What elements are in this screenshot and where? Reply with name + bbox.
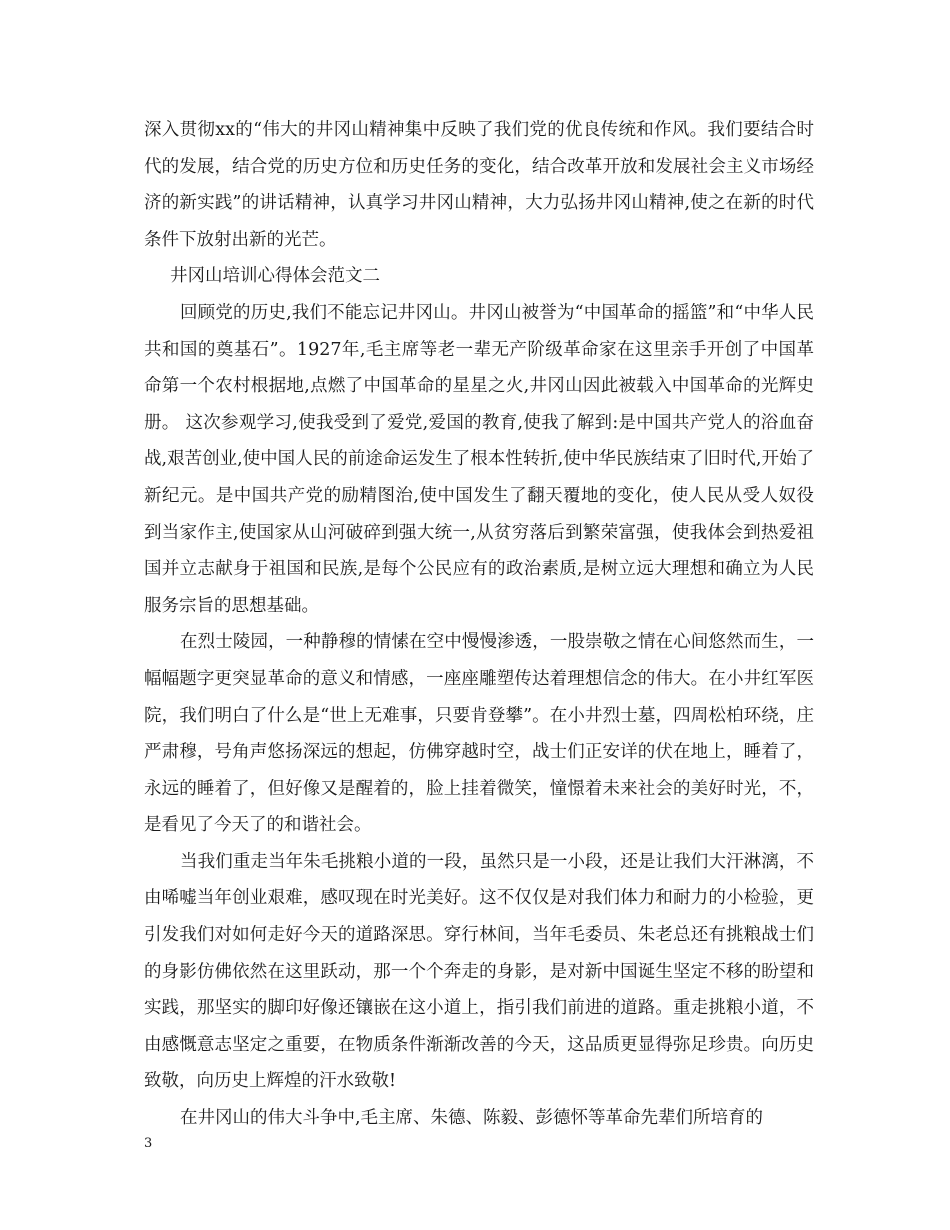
- paragraph: 回顾党的历史,我们不能忘记井冈山。井冈山被誉为“中国革命的摇篮”和“中华人民共和国的奠基石”。1927年,毛主席等老一辈无产阶级革命家在这里亲手开创了中国革命第一个农村根据地,点燃了中国革命的星星之火,井冈山因此被载入中国革命的光辉史册。 这次参观学习,使我受到了爱党,爱国的教育,使我了解到:是中国共产党人的浴血奋战,艰苦创业,使中国人民的前途命运发生了根本性转折,使中华民族结束了旧时代,开始了新纪元。是中国共产党的励精图治,使中国发生了翻天覆地的变化，使人民从受人奴役到当家作主,使国家从山河破碎到强大统一,从贫穷落后到繁荣富强，使我体会到热爱祖国并立志献身于祖国和民族,是每个公民应有的政治素质,是树立远大理想和确立为人民服务宗旨的思想基础。: [144, 302, 814, 616]
- document-body: [144, 112, 814, 1137]
- paragraph-continuation: 深入贯彻xx的“伟大的井冈山精神集中反映了我们党的优良传统和作风。我们要结合时代的发展，结合党的历史方位和历史任务的变化，结合改革开放和发展社会主义市场经济的新实践”的讲话精神，认真学习井冈山精神，大力弘扬井冈山精神,使之在新的时代条件下放射出新的光芒。: [144, 120, 814, 250]
- page-number: 3: [144, 1136, 153, 1151]
- paragraph: 在烈士陵园，一种静穆的情愫在空中慢慢渗透，一股崇敬之情在心间悠然而生，一幅幅题字更突显革命的意义和情感，一座座雕塑传达着理想信念的伟大。在小井红军医院，我们明白了什么是“世上无难事，只要肯登攀”。在小井烈士墓，四周松柏环绕，庄严肃穆，号角声悠扬深远的想起，仿佛穿越时空，战士们正安详的伏在地上，睡着了，永远的睡着了，但好像又是醒着的，脸上挂着微笑，憧憬着未来社会的美好时光，不，是看见了今天了的和谐社会。: [144, 632, 814, 836]
- paragraph: 当我们重走当年朱毛挑粮小道的一段，虽然只是一小段，还是让我们大汗淋漓，不由唏嘘当年创业艰难，感叹现在时光美好。这不仅仅是对我们体力和耐力的小检验，更引发我们对如何走好今天的道路深思。穿行林间，当年毛委员、朱老总还有挑粮战士们的身影仿佛依然在这里跃动，那一个个奔走的身影，是对新中国诞生坚定不移的盼望和实践，那坚实的脚印好像还镶嵌在这小道上，指引我们前进的道路。重走挑粮小道，不由感慨意志坚定之重要，在物质条件渐渐改善的今天，这品质更显得弥足珍贵。向历史致敬，向历史上辉煌的汗水致敬!: [144, 851, 814, 1092]
- section-heading: 井冈山培训心得体会范文二: [170, 266, 380, 287]
- paragraph: 在井冈山的伟大斗争中,毛主席、朱德、陈毅、彭德怀等革命先辈们所培育的: [180, 1108, 764, 1129]
